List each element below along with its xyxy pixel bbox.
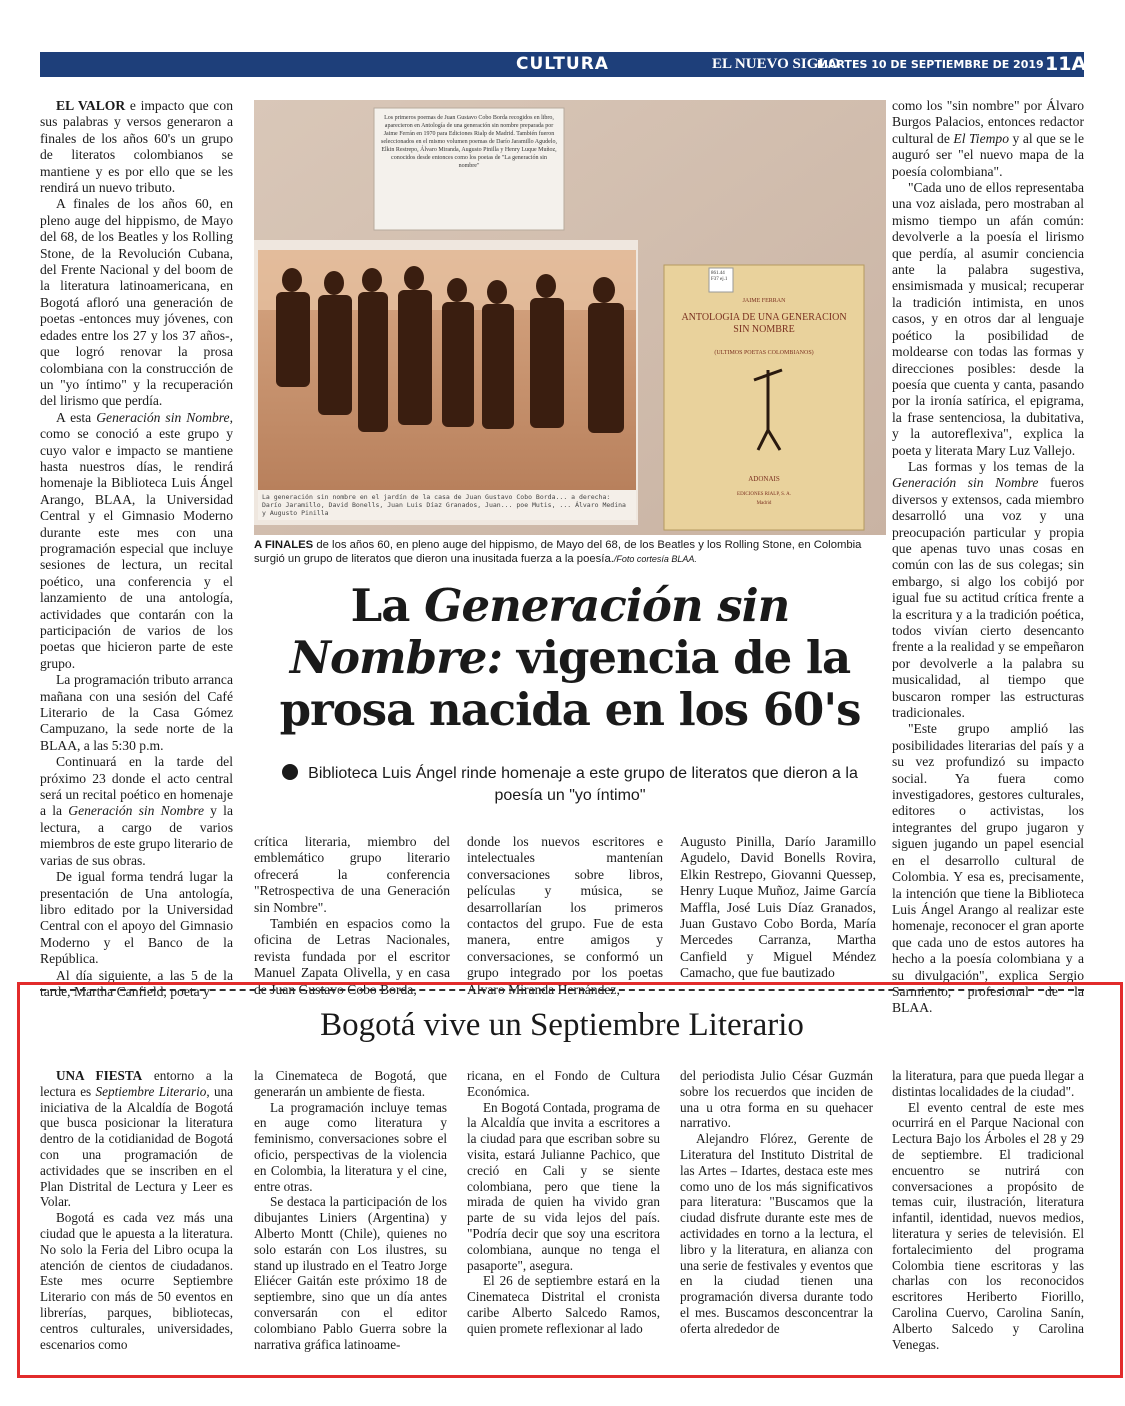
box-paragraph: ricana, en el Fondo de Cultura Económica. <box>467 1068 660 1099</box>
library-label: 861.44 F37 ej.1 <box>711 271 728 282</box>
section-divider <box>40 989 1084 991</box>
newspaper-name: EL NUEVO SIGLO <box>712 56 841 72</box>
article-paragraph: La programación tributo arranca mañana con una sesión del Café Literario de la Casa Gómez Campuzano, la sede norte de la BLAA, a las 5:30 p.m. <box>40 672 233 753</box>
box-column-5 <box>892 1068 1084 1352</box>
box-column-1 <box>40 1068 233 1352</box>
page-number: 11A <box>1045 53 1087 75</box>
article-paragraph: Continuará en la tarde del próximo 23 donde el acto central será un recital poético en homenaje a la Generación sin Nombre y la lectura, a cargo de varios miembros de este grupo literario de varias de sus obras. <box>40 754 233 868</box>
article-paragraph: como los "sin nombre" por Álvaro Burgos Palacios, entonces redactor cultural de El Tiempo y al que se le auguró ser "el nuevo mapa de la poesía colombiana". <box>892 98 1084 179</box>
article-column-3 <box>467 834 663 998</box>
article-paragraph: A esta Generación sin Nombre, como se conoció a este grupo y cuyo valor e impacto se mantiene hasta nuestros días, le rendirá homenaje la Biblioteca Luis Ángel Arango, BLAA, la Universidad Central y el Gimnasio Moderno durante este mes con una programación especial que incluye sesiones de lectura, un recital poético, una conferencia y el lanzamiento de una antología, actividades que contarán con la participación de varios de los poetas que hicieron parte de este grupo. <box>40 409 233 671</box>
box-paragraph: la literatura, para que pueda llegar a distintas localidades de la ciudad". <box>892 1068 1084 1099</box>
box-paragraph: En Bogotá Contada, programa de la Alcaldía que invita a escritores a la ciudad para que escriban sobre su visita, estará Julianne Pachico, que creció en Cali y se siente colombiana, pero que tiene la mirada de quien ha vivido gran parte de su vida lejos del país. "Podría decir que soy una escritora colombiana, aunque no tenga el pasaporte", asegura. <box>467 1099 660 1273</box>
book-series: ADONAIS <box>748 475 780 483</box>
article-paragraph: De igual forma tendrá lugar la presentación de Una antología, libro editado por la Universidad Central con el apoyo del Gimnasio Moderno y el Banco de la República. <box>40 869 233 967</box>
article-paragraph: También en espacios como la oficina de Letras Nacionales, revista fundada por el escritor Manuel Zapata Olivella, y en casa de Juan Gustavo Cobo Borda, <box>254 916 450 997</box>
photo-credit: /Foto cortesía BLAA. <box>613 554 697 564</box>
box-column-4 <box>680 1068 873 1337</box>
box-paragraph: Bogotá es cada vez más una ciudad que le apuesta a la literatura. No solo la Feria del Libro ocupa la atención de cientos de ciudadanos. Este mes ocurre Septiembre Literario con más de 50 eventos en librerías, parques, bibliotecas, centros culturales, universidades, escenarios como <box>40 1210 233 1352</box>
article-column-1 <box>40 98 233 1000</box>
section-name: CULTURA <box>516 54 609 74</box>
article-column-2 <box>254 834 450 998</box>
article-paragraph: "Este grupo amplió las posibilidades literarias del país y a su vez profundizó su impacto social. Ya fuera como investigadores, gestores culturales, editores o activistas, los integrantes del grupo jugaron y siguen jugando un papel esencial en el desarrollo cultural de Colombia. Y esa es, precisamente, la intención que tiene la Biblioteca Luis Ángel Arango al realizar este homenaje, reconocer el gran aporte que cada uno de estos autores ha hecho a la poesía colombiana y a su divulgación", explica Sergio Sarmiento, profesional de la BLAA. <box>892 721 1084 1016</box>
box-column-2 <box>254 1068 447 1352</box>
exhibit-card-text: Los primeros poemas de Juan Gustavo Cobo Borda recogidos en libro, aparecieron en Antología de una generación sin nombre preparada por Jaime Ferrán en 1970 para Ediciones Rialp de Madrid. También fueron seleccionados en el mismo volumen poemas de Darío Jaramillo Agudelo, Elkin Restrepo, Álvaro Miranda, Augusto Pinilla y Henry Luque Muñoz, conocidos desde entonces como los poetas de "La generación sin nombre" <box>381 115 557 169</box>
box-paragraph: El 26 de septiembre estará en la Cinemateca Distrital el cronista caribe Alberto Salcedo Ramos, quien promete reflexionar al lado <box>467 1273 660 1336</box>
box-headline: Bogotá vive un Septiembre Literario <box>320 1007 804 1043</box>
article-column-5 <box>892 98 1084 1017</box>
article-column-4 <box>680 834 876 982</box>
article-paragraph: crítica literaria, miembro del emblemático grupo literario ofrecerá la conferencia "Retrospectiva de una Generación sin Nombre". <box>254 834 450 915</box>
article-headline: La Generación sin Nombre: vigencia de la prosa nacida en los 60's <box>279 579 861 736</box>
book-author: JAIME FERRAN <box>742 298 786 304</box>
article-paragraph: A finales de los años 60, en pleno auge del hippismo, de Mayo del 68, de los Beatles y los Rolling Stone, de la Revolución Cubana, del Frente Nacional y del boom de la literatura latinoamericana, en Bogotá afloró una generación de poetas -entonces muy jóvenes, con edades entre los 27 y los 37 años-, que logró renovar la prosa colombiana con la construcción de un "yo íntimo" y la recuperación del lirismo que perdía. <box>40 196 233 409</box>
box-paragraph: Se destaca la participación de los dibujantes Liniers (Argentina) y Alberto Montt (Chile), quienes no solo estarán con Los ilustres, su stand up ilustrado en el Teatro Jorge Eliécer Gaitán este próximo 18 de septiembre, sino que un día antes conversarán con el editor colombiano Pablo Guerra sobre la narrativa gráfica latinoame- <box>254 1194 447 1352</box>
article-paragraph: Al día siguiente, a las 5 de la tarde, Martha Canfield, poeta y <box>40 967 233 999</box>
box-paragraph: la Cinemateca de Bogotá, que generarán un ambiente de fiesta. <box>254 1068 447 1099</box>
article-paragraph: Las formas y los temas de la Generación sin Nombre fueros diversos y extensos, cada miembro desarrolló una voz y una preocupación particular y propia que apenas tuvo unas cosas en común con las de sus colegas; sin embargo, si algo los cobijó por igual fue su actitud crítica frente a la escritura y a la tradición poética, todos vivían cierto desencanto frente a la realidad y se empeñaron por devolverle a la palabra su musicalidad, al tiempo que buscaron romper las estructuras tradicionales. <box>892 458 1084 721</box>
article-paragraph: donde los nuevos escritores e intelectuales mantenían conversaciones sobre libros, películas y música, se desarrollarían los primeros contactos del grupo. Fue de esta manera, entre amigos y conversaciones, se conformó un grupo integrado por los poetas Álvaro Miranda Hernández, <box>467 834 663 997</box>
bullet-icon <box>282 764 298 780</box>
book-city: Madrid <box>756 501 772 506</box>
box-paragraph: del periodista Julio César Guzmán sobre los recuerdos que inciden de una u otra forma en su quehacer narrativo. <box>680 1068 873 1131</box>
article-paragraph: Augusto Pinilla, Darío Jaramillo Agudelo, David Bonells Rovira, Elkin Restrepo, Giovanni Quessep, Henry Luque Muñoz, Jaime García Maffla, José Luis Díaz Granados, Juan Gustavo Cobo Borda, María Mercedes Carranza, Martha Canfield y Miguel Méndez Camacho, que fue bautizado <box>680 834 876 981</box>
book-subtitle: (ULTIMOS POETAS COLOMBIANOS) <box>714 350 814 356</box>
photo-caption: A FINALES de los años 60, en pleno auge del hippismo, de Mayo del 68, de los Beatles y los Rolling Stone, en Colombia surgió un grupo de literatos que dieron una inusitada fuerza a la poesía./Foto cortesía BLAA. <box>254 539 862 565</box>
issue-date: MARTES 10 DE SEPTIEMBRE DE 2019 <box>817 58 1044 71</box>
article-paragraph: "Cada uno de ellos representaba una voz aislada, pero mostraban al mismo tiempo un afán común: devolverle a la poesía el lirismo que perdía, al asumir conciencia ante la palabra sugestiva, ensimismada y musical; recuperar la tradición intimista, en unos casos, y en otros dar al lenguaje poético la posibilidad de moldearse con todas las formas y direcciones posibles: desde la poesía que cuenta y canta, pasando por la ironía satírica, el epigrama, la frase sentenciosa, la dubitativa, y la autoreflexiva", explica la poeta y literata Mary Luz Vallejo. <box>892 180 1084 458</box>
book-publisher: EDICIONES RIALP, S. A. <box>737 492 791 497</box>
box-paragraph: La programación incluye temas en auge como literatura y feminismo, conversaciones sobre el oficio, perspectivas de la violencia en Colombia, la literatura y el cine, entre otras. <box>254 1099 447 1194</box>
book-title: ANTOLOGIA DE UNA GENERACION SIN NOMBRE <box>681 312 847 335</box>
lead-word: EL VALOR <box>56 98 126 113</box>
article-photo <box>254 100 886 535</box>
photo-inner-caption: La generación sin nombre en el jardín de la casa de Juan Gustavo Cobo Borda... a derecha: Darío Jaramillo, David Bonells, Juan Luis Díaz Granados, Juan... poe Mutis, ... Álvaro Medina y Augusto Pinilla <box>262 493 626 517</box>
article-subhead: Biblioteca Luis Ángel rinde homenaje a este grupo de literatos que dieron a la poesía un "yo íntimo" <box>280 763 860 807</box>
section-header-bar <box>40 52 1087 77</box>
box-paragraph: Alejandro Flórez, Gerente de Literatura del Instituto Distrital de las Artes – Idartes, destaca este mes como uno de los más significativos para literatura: "Buscamos que la ciudad disfrute durante este mes de actividades en torno a la lectura, el libro y la literatura, en alianza con una serie de festivales y eventos que en la ciudad tienen una programación diversa durante todo el mes. Buscamos desconcentrar la oferta alrededor de <box>680 1131 873 1336</box>
box-column-3 <box>467 1068 660 1337</box>
box-paragraph: UNA FIESTA entorno a la lectura es Septiembre Literario, una iniciativa de la Alcaldía de Bogotá que busca posicionar la literatura dentro de la cotidianidad de Bogotá con una programación de actividades que se inscriben en el Plan Distrital de Lectura y Leer es Volar. <box>40 1068 234 1210</box>
box-paragraph: El evento central de este mes ocurrirá en el Parque Nacional con Lectura Bajo los Árboles el 28 y 29 de septiembre. El tradicional encuentro se nutrirá con conversaciones a propósito de temas cuir, ilustración, literatura infantil, identidad, nuevos medios, literatura y series de televisión. El fortalecimiento del programa Colombia tiene escritoras y las charlas con los reconocidos escritores Heriberto Fiorillo, Carolina Cuervo, Carolina Sanín, Alberto Salcedo y Carolina Venegas. <box>892 1099 1084 1352</box>
article-paragraph: EL VALOR e impacto que con sus palabras y versos generaron a finales de los años 60's un grupo de literatos colombianos se mantiene y es por ello que se les rendirá un nuevo tributo. <box>40 98 233 196</box>
